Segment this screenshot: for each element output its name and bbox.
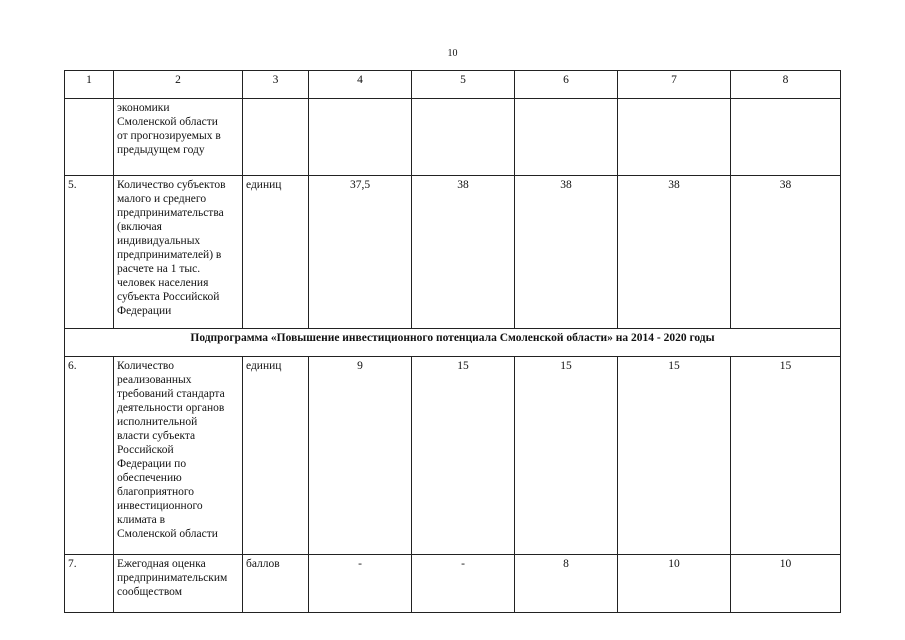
- table-row: [65, 176, 841, 329]
- column-header: 3: [243, 71, 309, 99]
- column-header: 6: [515, 71, 618, 99]
- table-row: [65, 555, 841, 613]
- unit-cell: баллов: [243, 555, 309, 613]
- indicator-name: экономики Смоленской области от прогнозируемых в предыдущем году: [114, 99, 243, 176]
- value-cell: 15: [515, 357, 618, 555]
- row-number: 7.: [65, 555, 114, 613]
- column-number-row: [65, 71, 841, 99]
- value-cell: 15: [731, 357, 841, 555]
- value-cell: [731, 99, 841, 176]
- value-cell: 38: [618, 176, 731, 329]
- value-cell: 15: [618, 357, 731, 555]
- value-cell: [412, 99, 515, 176]
- value-cell: 37,5: [309, 176, 412, 329]
- subprogram-title: Подпрограмма «Повышение инвестиционного потенциала Смоленской области» на 2014 - 2020 годы: [65, 329, 841, 357]
- value-cell: 15: [412, 357, 515, 555]
- value-cell: 38: [412, 176, 515, 329]
- value-cell: [309, 99, 412, 176]
- page-number: 10: [447, 48, 458, 59]
- value-cell: [618, 99, 731, 176]
- value-cell: 10: [618, 555, 731, 613]
- indicator-name: Количество субъектов малого и среднего предпринимательства (включая индивидуальных предпринимателей) в расчете на 1 тыс. человек населения субъекта Российской Федерации: [114, 176, 243, 329]
- value-cell: 9: [309, 357, 412, 555]
- indicators-table: [64, 70, 841, 613]
- indicator-name: Ежегодная оценка предпринимательским сообществом: [114, 555, 243, 613]
- value-cell: 38: [731, 176, 841, 329]
- column-header: 8: [731, 71, 841, 99]
- column-header: 5: [412, 71, 515, 99]
- row-number: 5.: [65, 176, 114, 329]
- table-row: [65, 357, 841, 555]
- unit-cell: [243, 99, 309, 176]
- unit-cell: единиц: [243, 357, 309, 555]
- indicator-name: Количество реализованных требований стандарта деятельности органов исполнительной власти субъекта Российской Федерации по обеспечению благоприятного инвестиционного климата в Смоленской области: [114, 357, 243, 555]
- column-header: 1: [65, 71, 114, 99]
- value-cell: -: [309, 555, 412, 613]
- table-row: [65, 99, 841, 176]
- column-header: 2: [114, 71, 243, 99]
- subprogram-section-row: [65, 329, 841, 357]
- column-header: 7: [618, 71, 731, 99]
- value-cell: 8: [515, 555, 618, 613]
- row-number: [65, 99, 114, 176]
- column-header: 4: [309, 71, 412, 99]
- value-cell: 38: [515, 176, 618, 329]
- value-cell: -: [412, 555, 515, 613]
- value-cell: [515, 99, 618, 176]
- value-cell: 10: [731, 555, 841, 613]
- unit-cell: единиц: [243, 176, 309, 329]
- row-number: 6.: [65, 357, 114, 555]
